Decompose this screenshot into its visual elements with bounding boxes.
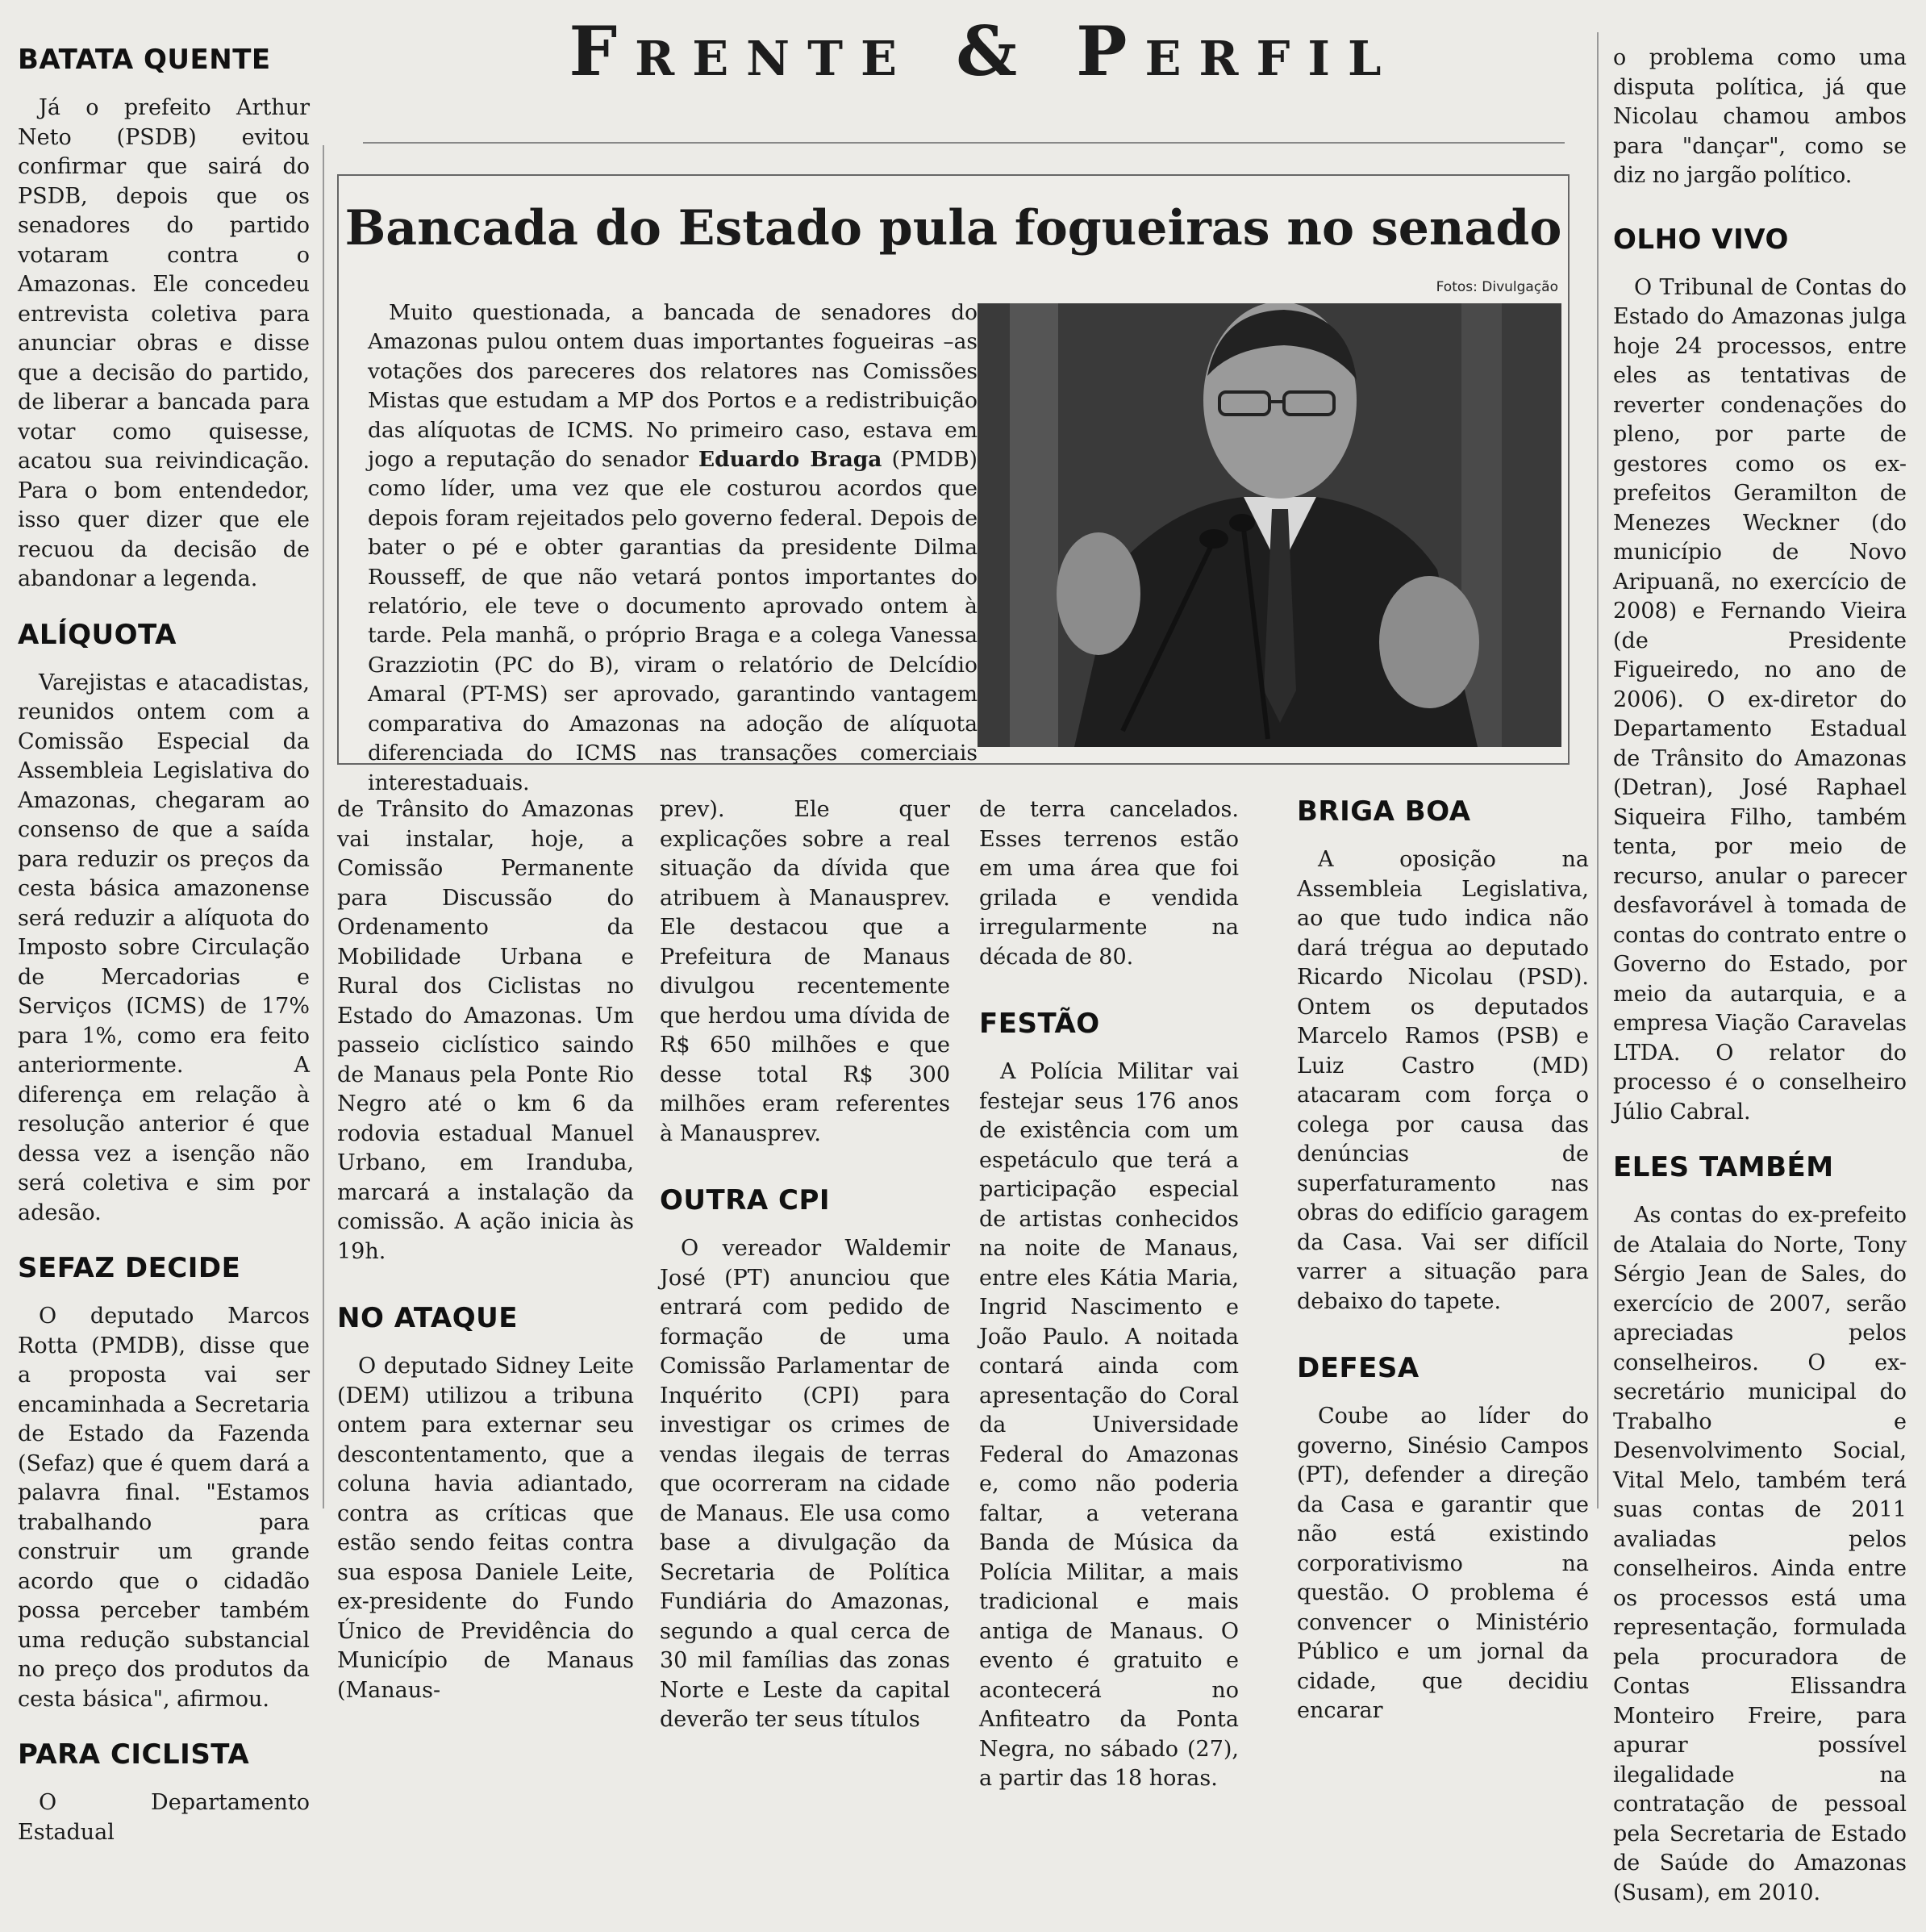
section-text: O vereador Waldemir José (PT) anunciou que entrará com pedido de formação de uma Comissão Parlamentar de Inquérito (CPI) para investigar os crimes de vendas ilegais de terras que ocorreram na cidade de Manaus. Ele usa como base a divulgação da Secretaria de Política Fundiária do Amazonas, segundo a qual cerca de 30 mil famílias das zonas Norte e Leste da capital deverão ter seus títulos [660,1236,950,1732]
section-heading: BRIGA BOA [1297,795,1471,828]
lead-text-part2: (PMDB) como líder, uma vez que ele costurou acordos que depois foram rejeitados pelo governo federal. Depois de bater o pé e obter garantias da presidente Dilma Rousseff, de que não vetará pontos importantes do relatório, ele teve o documento aprovado ontem à tarde. Pela manhã, o próprio Braga e a colega Vanessa Grazziotin (PC do B), viram o relatório de Delcídio Amaral (PT-MS) ser aprovado, garantindo vantagem comparativa do Amazonas na adoção de alíquota diferenciada do ICMS nas transações comerciais interestaduais. [368,447,978,795]
section-text: de terra cancelados. Esses terrenos estão em uma área que foi grilada e vendida irregularmente na década de 80. [979,797,1239,970]
section-text: Já o prefeito Arthur Neto (PSDB) evitou confirmar que sairá do PSDB, depois que os senadores do partido votaram contra o Amazonas. Ele concedeu entrevista coletiva para anunciar obras e disse que a decisão do partido, de liberar a bancada para votar como quisesse, acatou sua reivindicação. Para o bom entendedor, isso quer dizer que ele recuou da decisão de abandonar a legenda. [18,95,310,591]
section-batata-quente [18,44,310,595]
section-text: prev). Ele quer explicações sobre a real situação da dívida que atribuem à Manausprev. Ele destacou que a Prefeitura de Manaus divulgou recentemente que herdou uma dívida de R$ 650 milhões e que desse total R$ 300 milhões eram referentes à Manausprev. [660,797,950,1146]
section-heading: OLHO VIVO [1613,223,1789,256]
section-text: O Departamento Estadual [18,1790,310,1845]
page-banner: Frente & Perfil [569,11,1399,91]
lead-text-name: Eduardo Braga [698,447,882,473]
section-para-ciclista [18,1738,310,1847]
section-text: de Trânsito do Amazonas vai instalar, hoje, a Comissão Permanente para Discussão do Ordenamento da Mobilidade Urbana e Rural dos Ciclistas no Estado do Amazonas. Um passeio ciclístico saindo de Manaus pela Ponte Rio Negro até o km 6 da rodovia estadual Manuel Urbano, em Iranduba, marcará a instalação da comissão. A ação inicia às 19h. [337,797,634,1264]
senator-photo-illustration [978,303,1561,747]
column-4 [979,795,1239,1818]
section-sefaz-decide [18,1252,310,1714]
section-no-ataque [337,1302,634,1705]
section-defesa [1297,1352,1589,1726]
section-eles-tambem [1613,1151,1907,1908]
section-text: Coube ao líder do governo, Sinésio Campos (PT), defender a direção da Casa e garantir que não está existindo corporativismo na questão. O problema é convencer o Ministério Público e um jornal da cidade, que decidiu encarar [1297,1404,1589,1723]
section-aliquota [18,619,310,1229]
column-left [18,44,310,1871]
section-heading: OUTRA CPI [660,1184,831,1216]
section-text: Varejistas e atacadistas, reunidos ontem com a Comissão Especial da Assembleia Legislativa do Amazonas, chegaram ao consenso de que a saída para reduzir os preços da cesta básica amazonense será reduzir a alíquota do Imposto sobre Circulação de Mercadorias e Serviços (ICMS) de 17% para 1%, como era feito anteriormente. A diferença em relação à resolução anterior é que dessa vez a isenção não será coletiva e sim por adesão. [18,670,310,1225]
section-heading: DEFESA [1297,1352,1419,1384]
lead-text-part1: Muito questionada, a bancada de senadores do Amazonas pulou ontem duas importantes fogueiras –as votações dos pareceres dos relatores nas Comissões Mistas que estudam a MP dos Portos e a redistribuição das alíquotas de ICMS. No primeiro caso, estava em jogo a reputação do senador [368,300,978,473]
section-text: A Polícia Militar vai festejar seus 176 anos de existência com um espetáculo que terá a participação especial de artistas conhecidos na noite de Manaus, entre eles Kátia Maria, Ingrid Nascimento e João Paulo. A noitada contará ainda com apresentação do Coral da Universidade Federal do Amazonas e, como não poderia faltar, a veterana Banda de Música da Polícia Militar, a mais tradicional e mais antiga de Manaus. O evento é gratuito e acontecerá no Anfiteatro da Ponta Negra, no sábado (27), a partir das 18 horas. [979,1059,1239,1791]
section-text: O deputado Marcos Rotta (PMDB), disse que a proposta vai ser encaminhada a Secretaria de Estado da Fazenda (Sefaz) que é quem dará a palavra final. "Estamos trabalhando para construir um grande acordo que o cidadão possa perceber também uma redução substancial no preço dos produtos da cesta básica", afirmou. [18,1304,310,1712]
column-rule [1597,32,1599,1508]
section-festao [979,1008,1239,1794]
column-5 [1297,795,1589,1750]
photo-credit: Fotos: Divulgação [1436,279,1558,295]
headline: Bancada do Estado pula fogueiras no senado [344,200,1562,257]
column-right [1613,44,1907,1932]
section-heading: NO ATAQUE [337,1302,518,1334]
section-text: O Tribunal de Contas do Estado do Amazonas julga hoje 24 processos, entre eles as tentativas de reverter condenações do pleno, por parte de gestores como os ex-prefeitos Geramilton de Menezes Weckner (do município de Novo Aripuanã, no exercício de 2008) e Fernando Vieira (de Presidente Figueiredo, no ano de 2006). O ex-diretor do Departamento Estadual de Trânsito do Amazonas (Detran), José Raphael Siqueira Filho, também tenta, por meio de recurso, anular o parecer desfavorável à tomada de contas do contrato entre o Governo do Estado, por meio da autarquia, e a empresa Viação Caravelas LTDA. O relator do processo é o conselheiro Júlio Cabral. [1613,274,1907,1125]
section-heading: ELES TAMBÉM [1613,1151,1834,1183]
section-text: o problema como uma disputa política, já que Nicolau chamou ambos para "dançar", como se diz no jargão político. [1613,45,1907,188]
section-heading: BATATA QUENTE [18,44,271,76]
lead-story-box [337,174,1570,795]
banner-rule [363,142,1565,144]
column-2 [337,795,634,1730]
section-heading: SEFAZ DECIDE [18,1252,241,1284]
section-text: A oposição na Assembleia Legislativa, ao que tudo indica não dará trégua ao deputado Ricardo Nicolau (PSD). Ontem os deputados Marcelo Ramos (PSB) e Luiz Castro (MD) atacaram com força o colega por causa das denúncias de superfaturamento nas obras do edifício garagem da Casa. Vai ser difícil varrer a situação para debaixo do tapete. [1297,847,1589,1314]
section-olho-vivo [1613,223,1907,1128]
section-outra-cpi [660,1184,950,1735]
column-rule [323,145,324,1508]
section-text: As contas do ex-prefeito de Atalaia do Norte, Tony Sérgio Jean de Sales, do exercício de 2007, serão apreciadas pelos conselheiros. O ex-secretário municipal do Trabalho e Desenvolvimento Social, Vital Melo, também terá suas contas de 2011 avaliadas pelos conselheiros. Ainda entre os processos está uma representação, formulada pela procuradora de Contas Elissandra Monteiro Freire, para apurar possível ilegalidade na contratação de pessoal pela Secretaria de Estado de Saúde do Amazonas (Susam), em 2010. [1613,1203,1907,1905]
section-heading: ALÍQUOTA [18,618,177,651]
section-briga-boa [1297,795,1589,1317]
section-text: O deputado Sidney Leite (DEM) utilizou a tribuna ontem para externar seu descontentamento, que a coluna havia adiantado, contra as críticas que estão sendo feitas contra sua esposa Daniele Leite, ex-presidente do Fundo Único de Previdência do Município de Manaus (Manaus- [337,1354,634,1703]
section-heading: PARA CICLISTA [18,1738,250,1771]
senator-photo [978,303,1561,747]
column-3 [660,795,950,1759]
lead-text [368,298,978,798]
section-heading: FESTÃO [979,1008,1100,1040]
